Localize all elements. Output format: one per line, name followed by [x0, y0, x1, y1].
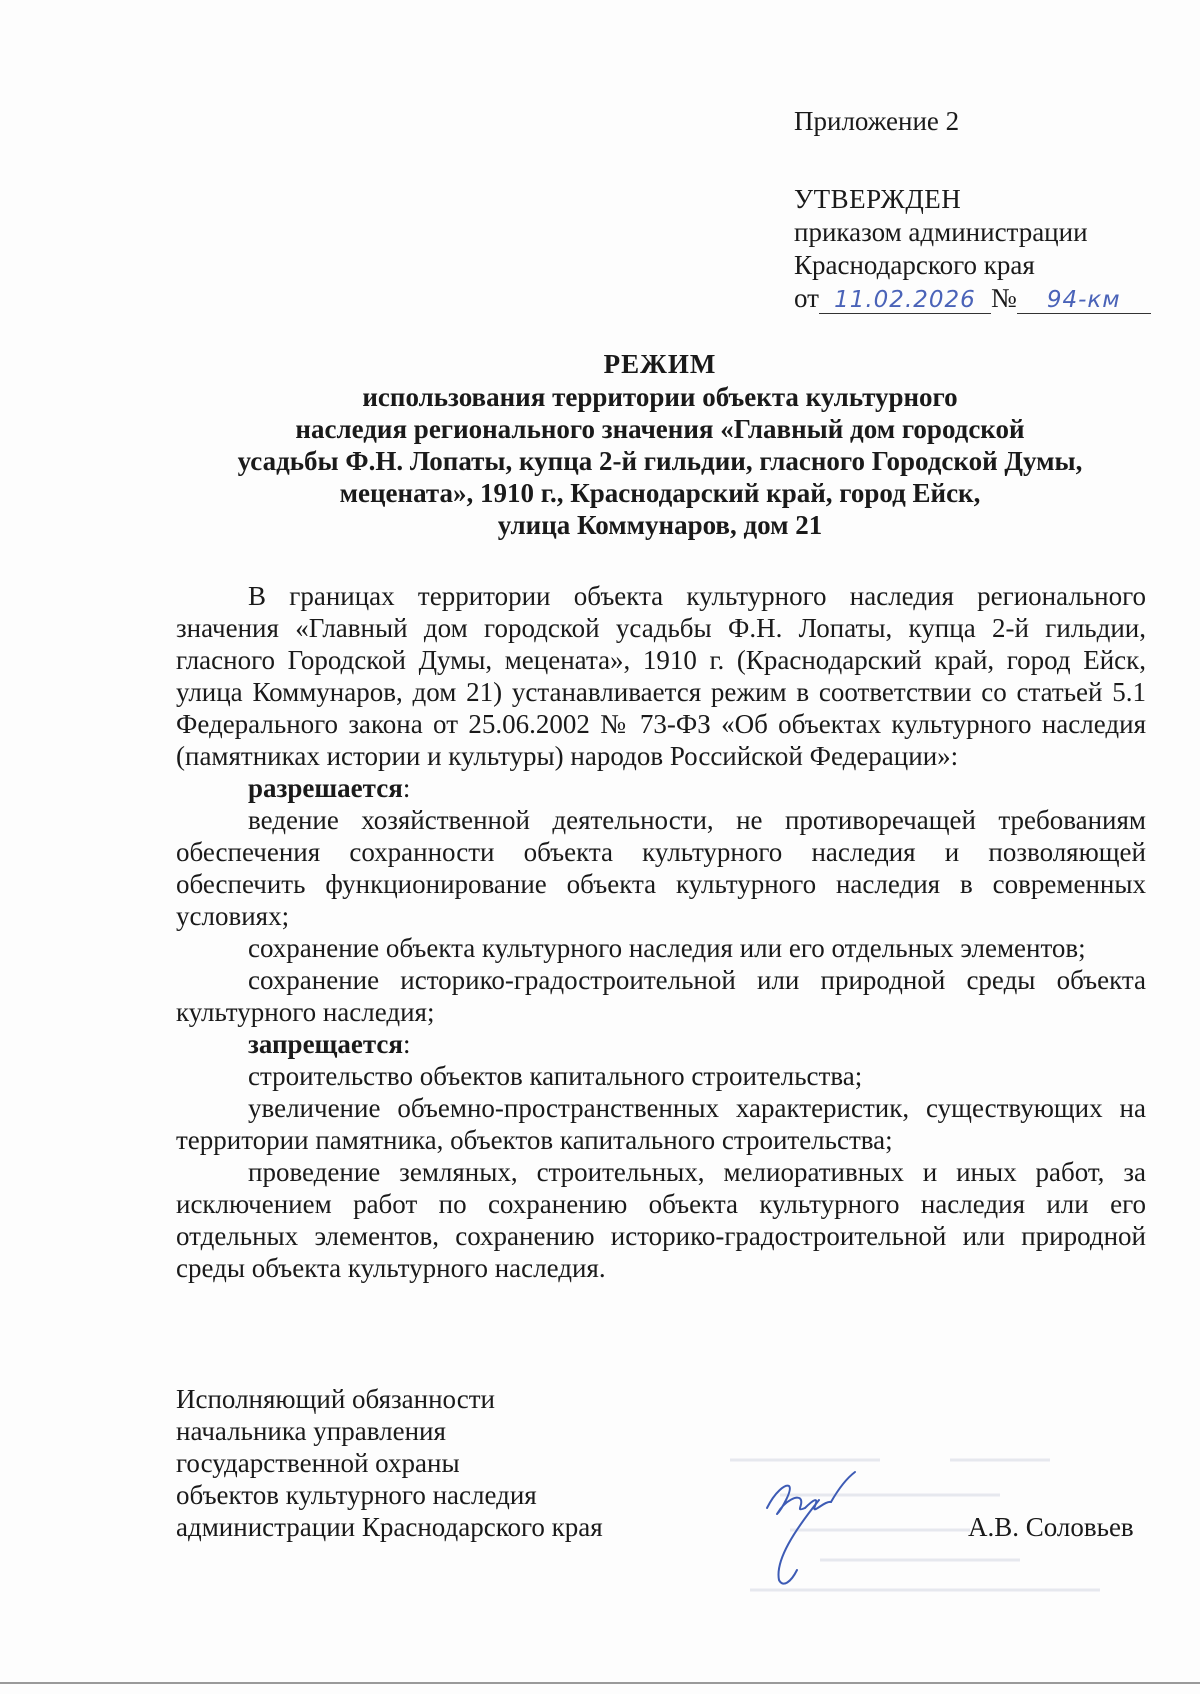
allowed-item: ведение хозяйственной деятельности, не противоречащей требованиям обеспечения сохранности объекта культурного наследия и позволяющей обеспечить функционирование объекта культурного наследия в современных условиях;: [176, 805, 1146, 931]
date-prefix: от: [794, 283, 819, 313]
signatory-line: Исполняющий обязанности: [176, 1384, 495, 1414]
number-prefix: №: [990, 283, 1017, 313]
approval-line-1: приказом администрации: [794, 217, 1088, 247]
signatory-name: А.В. Соловьев: [968, 1512, 1134, 1542]
approved-label: УТВЕРЖДЕН: [794, 184, 962, 214]
signatory-line: государственной охраны: [176, 1448, 460, 1478]
document-body: [176, 580, 1146, 1284]
forbidden-item: увеличение объемно-пространственных характеристик, существующих на территории памятника, объектов капитального строительства;: [176, 1093, 1146, 1155]
page-edge-line: [0, 1682, 1200, 1684]
forbidden-item: строительство объектов капитального строительства;: [248, 1061, 863, 1091]
order-dateline: [794, 282, 1154, 315]
forbidden-colon: :: [403, 1029, 411, 1059]
signatory-title: [176, 1383, 696, 1543]
forbidden-item: проведение земляных, строительных, мелиоративных и иных работ, за исключением работ по сохранению объекта культурного наследия или его отдельных элементов, сохранению историко-градостроительной или природной среды объекта культурного наследия.: [176, 1157, 1146, 1283]
handwritten-signature: [755, 1470, 875, 1590]
title-line: наследия регионального значения «Главный дом городской: [295, 414, 1025, 444]
handwritten-number: 94-км: [1017, 287, 1151, 314]
title-line: использования территории объекта культурного: [362, 382, 958, 412]
handwritten-date: 11.02.2026: [819, 287, 991, 314]
approval-block: [794, 105, 1154, 315]
allowed-item: сохранение объекта культурного наследия или его отдельных элементов;: [248, 933, 1086, 963]
approval-line-2: Краснодарского края: [794, 250, 1035, 280]
signatory-line: начальника управления: [176, 1416, 446, 1446]
title-line: усадьбы Ф.Н. Лопаты, купца 2-й гильдии, гласного Городской Думы,: [237, 446, 1083, 476]
title-heading: РЕЖИМ: [603, 349, 717, 379]
forbidden-heading: [176, 1028, 1146, 1060]
forbidden-label: запрещается: [248, 1029, 404, 1059]
signatory-line: администрации Краснодарского края: [176, 1512, 603, 1542]
allowed-label: разрешается: [248, 773, 403, 803]
intro-paragraph: В границах территории объекта культурного наследия регионального значения «Главный дом городской усадьбы Ф.Н. Лопаты, купца 2-й гильдии, гласного Городской Думы, мецената», 1910 г. (Краснодарский край, город Ейск, улица Коммунаров, дом 21) устанавливается режим в соответствии со статьей 5.1 Федерального закона от 25.06.2002 № 73-ФЗ «Об объектах культурного наследия (памятниках истории и культуры) народов Российской Федерации»:: [176, 581, 1146, 771]
title-line: улица Коммунаров, дом 21: [497, 510, 823, 540]
allowed-heading: [176, 772, 1146, 804]
signatory-line: объектов культурного наследия: [176, 1480, 537, 1510]
document-title: [170, 348, 1150, 541]
title-line: мецената», 1910 г., Краснодарский край, город Ейск,: [339, 478, 981, 508]
annex-label: Приложение 2: [794, 106, 960, 136]
allowed-item: сохранение историко-градостроительной или природной среды объекта культурного наследия;: [176, 965, 1146, 1027]
allowed-colon: :: [402, 773, 411, 803]
